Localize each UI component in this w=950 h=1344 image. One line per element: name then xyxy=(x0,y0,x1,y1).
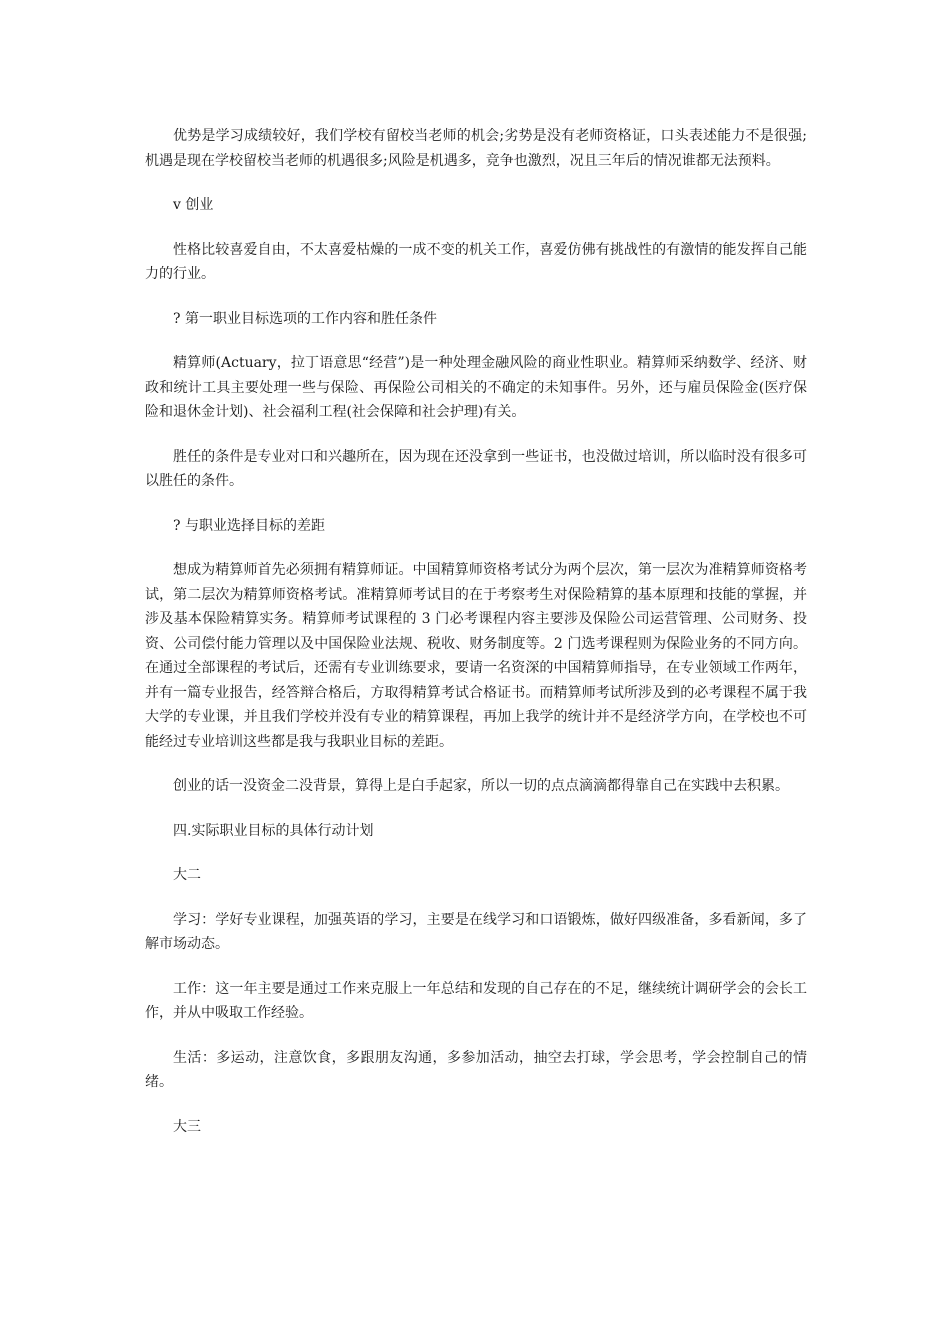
heading-junior: 大三 xyxy=(173,1118,201,1135)
paragraph-personality: 性格比较喜爱自由，不太喜爱枯燥的一成不变的机关工作，喜爱仿佛有挑战性的有激情的能发挥自己能力的行业。 xyxy=(145,241,807,282)
paragraph-actuary-definition: 精算师(Actuary，拉丁语意思“经营”)是一种处理金融风险的商业性职业。精算师采纳数学、经济、财政和统计工具主要处理一些与保险、再保险公司相关的不确定的未知事件。另外，还与雇员保险金(医疗保险和退休金计划)、社会福利工程(社会保障和社会护理)有关。 xyxy=(145,355,807,420)
paragraph-work: 工作：这一年主要是通过工作来克服上一年总结和发现的自己存在的不足，继续统计调研学会的会长工作，并从中吸取工作经验。 xyxy=(145,980,807,1021)
paragraph-startup: 创业的话一没资金二没背景，算得上是白手起家，所以一切的点点滴滴都得靠自己在实践中去积累。 xyxy=(173,778,789,794)
paragraph-study: 学习：学好专业课程，加强英语的学习，主要是在线学习和口语锻炼，做好四级准备，多看新闻，多了解市场动态。 xyxy=(145,911,807,952)
paragraph-actuary-exam: 想成为精算师首先必须拥有精算师证。中国精算师资格考试分为两个层次，第一层次为准精算师资格考试，第二层次为精算师资格考试。准精算师考试目的在于考察考生对保险精算的基本原理和技能的掌握，并涉及基本保险精算实务。精算师考试课程的 3 门必考课程内容主要涉及保险公司运营管理、公司财务、投资、公司偿付能力管理以及中国保险业法规、税收、财务制度等。2 门选考课程则为保险业务的不同方向。在通过全部课程的考试后，还需有专业训练要求，要请一名资深的中国精算师指导，在专业领域工作两年，并有一篇专业报告，经答辩合格后，方取得精算考试合格证书。而精算师考试所涉及到的必考课程不属于我大学的专业课，并且我们学校并没有专业的精算课程，再加上我学的统计并不是经济学方向，在学校也不可能经过专业培训这些都是我与我职业目标的差距。 xyxy=(145,562,807,750)
heading-action-plan: 四.实际职业目标的具体行动计划 xyxy=(173,822,374,839)
heading-sophomore: 大二 xyxy=(173,867,201,883)
heading-first-career-goal: ? 第一职业目标选项的工作内容和胜任条件 xyxy=(173,310,437,327)
paragraph-life: 生活：多运动，注意饮食，多跟朋友沟通，多参加活动，抽空去打球，学会思考，学会控制自己的情绪。 xyxy=(145,1049,807,1090)
document-page xyxy=(145,124,807,1159)
heading-gap: ? 与职业选择目标的差距 xyxy=(173,517,325,534)
paragraph-qualifications: 胜任的条件是专业对口和兴趣所在，因为现在还没拿到一些证书，也没做过培训，所以临时没有很多可以胜任的条件。 xyxy=(145,448,807,489)
heading-entrepreneurship: v 创业 xyxy=(173,197,214,213)
paragraph-strengths-weaknesses: 优势是学习成绩较好，我们学校有留校当老师的机会;劣势是没有老师资格证，口头表述能力不是很强;机遇是现在学校留校当老师的机遇很多;风险是机遇多，竞争也激烈，况且三年后的情况谁都无法预料。 xyxy=(145,128,807,169)
